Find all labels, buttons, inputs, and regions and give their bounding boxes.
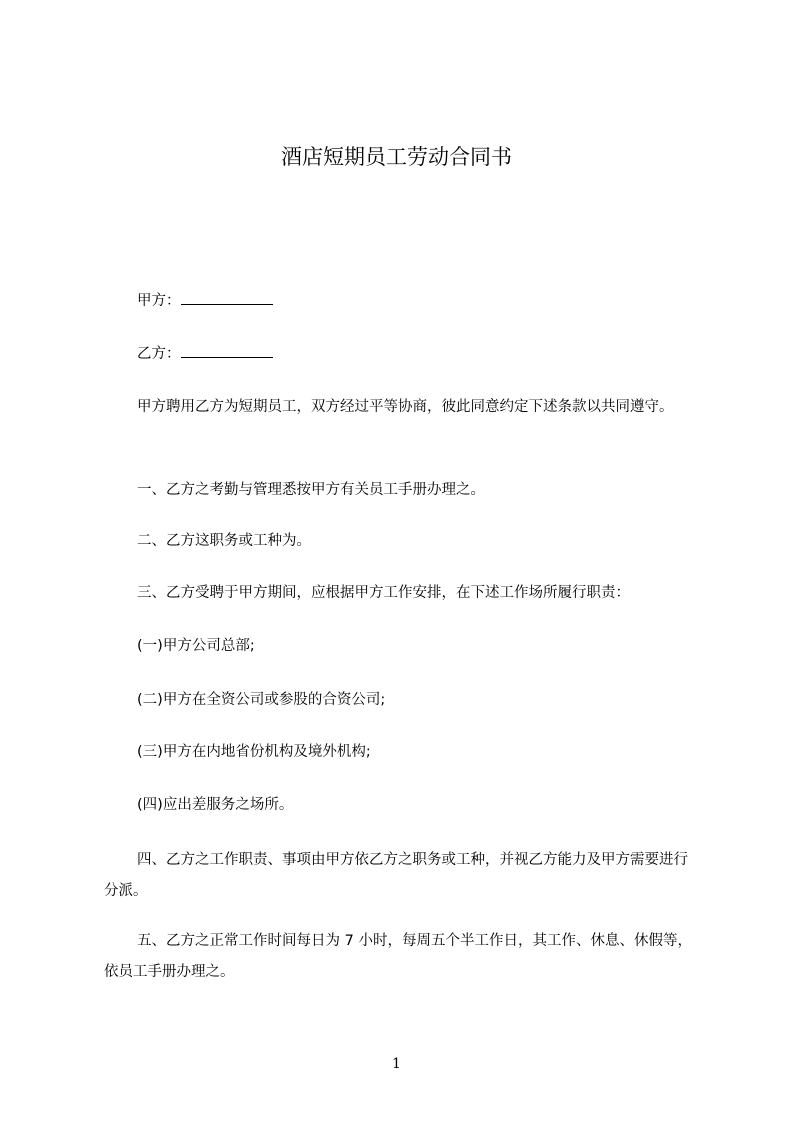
party-b-label: 乙方： — [137, 346, 181, 362]
document-title: 酒店短期员工劳动合同书 — [281, 145, 512, 169]
party-b-line — [104, 339, 700, 370]
clause-4: 四、乙方之工作职责、事项由甲方依乙方之职务或工种，并视乙方能力及甲方需要进行分派。 — [104, 852, 688, 899]
party-a-label: 甲方： — [137, 293, 181, 309]
clause-3-item-3: (三)甲方在内地省份机构及境外机构; — [137, 744, 371, 760]
clause-3-item-1: (一)甲方公司总部; — [137, 638, 255, 654]
page-number: 1 — [392, 1056, 401, 1072]
clause-2: 二、乙方这职务或工种为。 — [137, 533, 311, 549]
clause-3-item-2: (二)甲方在全资公司或参股的合资公司; — [137, 692, 386, 708]
party-b-blank — [181, 343, 273, 358]
clause-3: 三、乙方受聘于甲方期间，应根据甲方工作安排，在下述工作场所履行职责： — [137, 585, 630, 601]
clause-5: 五、乙方之正常工作时间每日为 7 小时，每周五个半工作日，其工作、休息、休假等，依员工手册办理之。 — [104, 933, 692, 980]
clause-3-item-4: (四)应出差服务之场所。 — [137, 797, 294, 813]
intro-paragraph: 甲方聘用乙方为短期员工，双方经过平等协商，彼此同意约定下述条款以共同遵守。 — [137, 399, 674, 415]
clause-1: 一、乙方之考勤与管理悉按甲方有关员工手册办理之。 — [137, 482, 485, 498]
party-a-blank — [181, 290, 273, 305]
party-a-line — [104, 286, 700, 317]
